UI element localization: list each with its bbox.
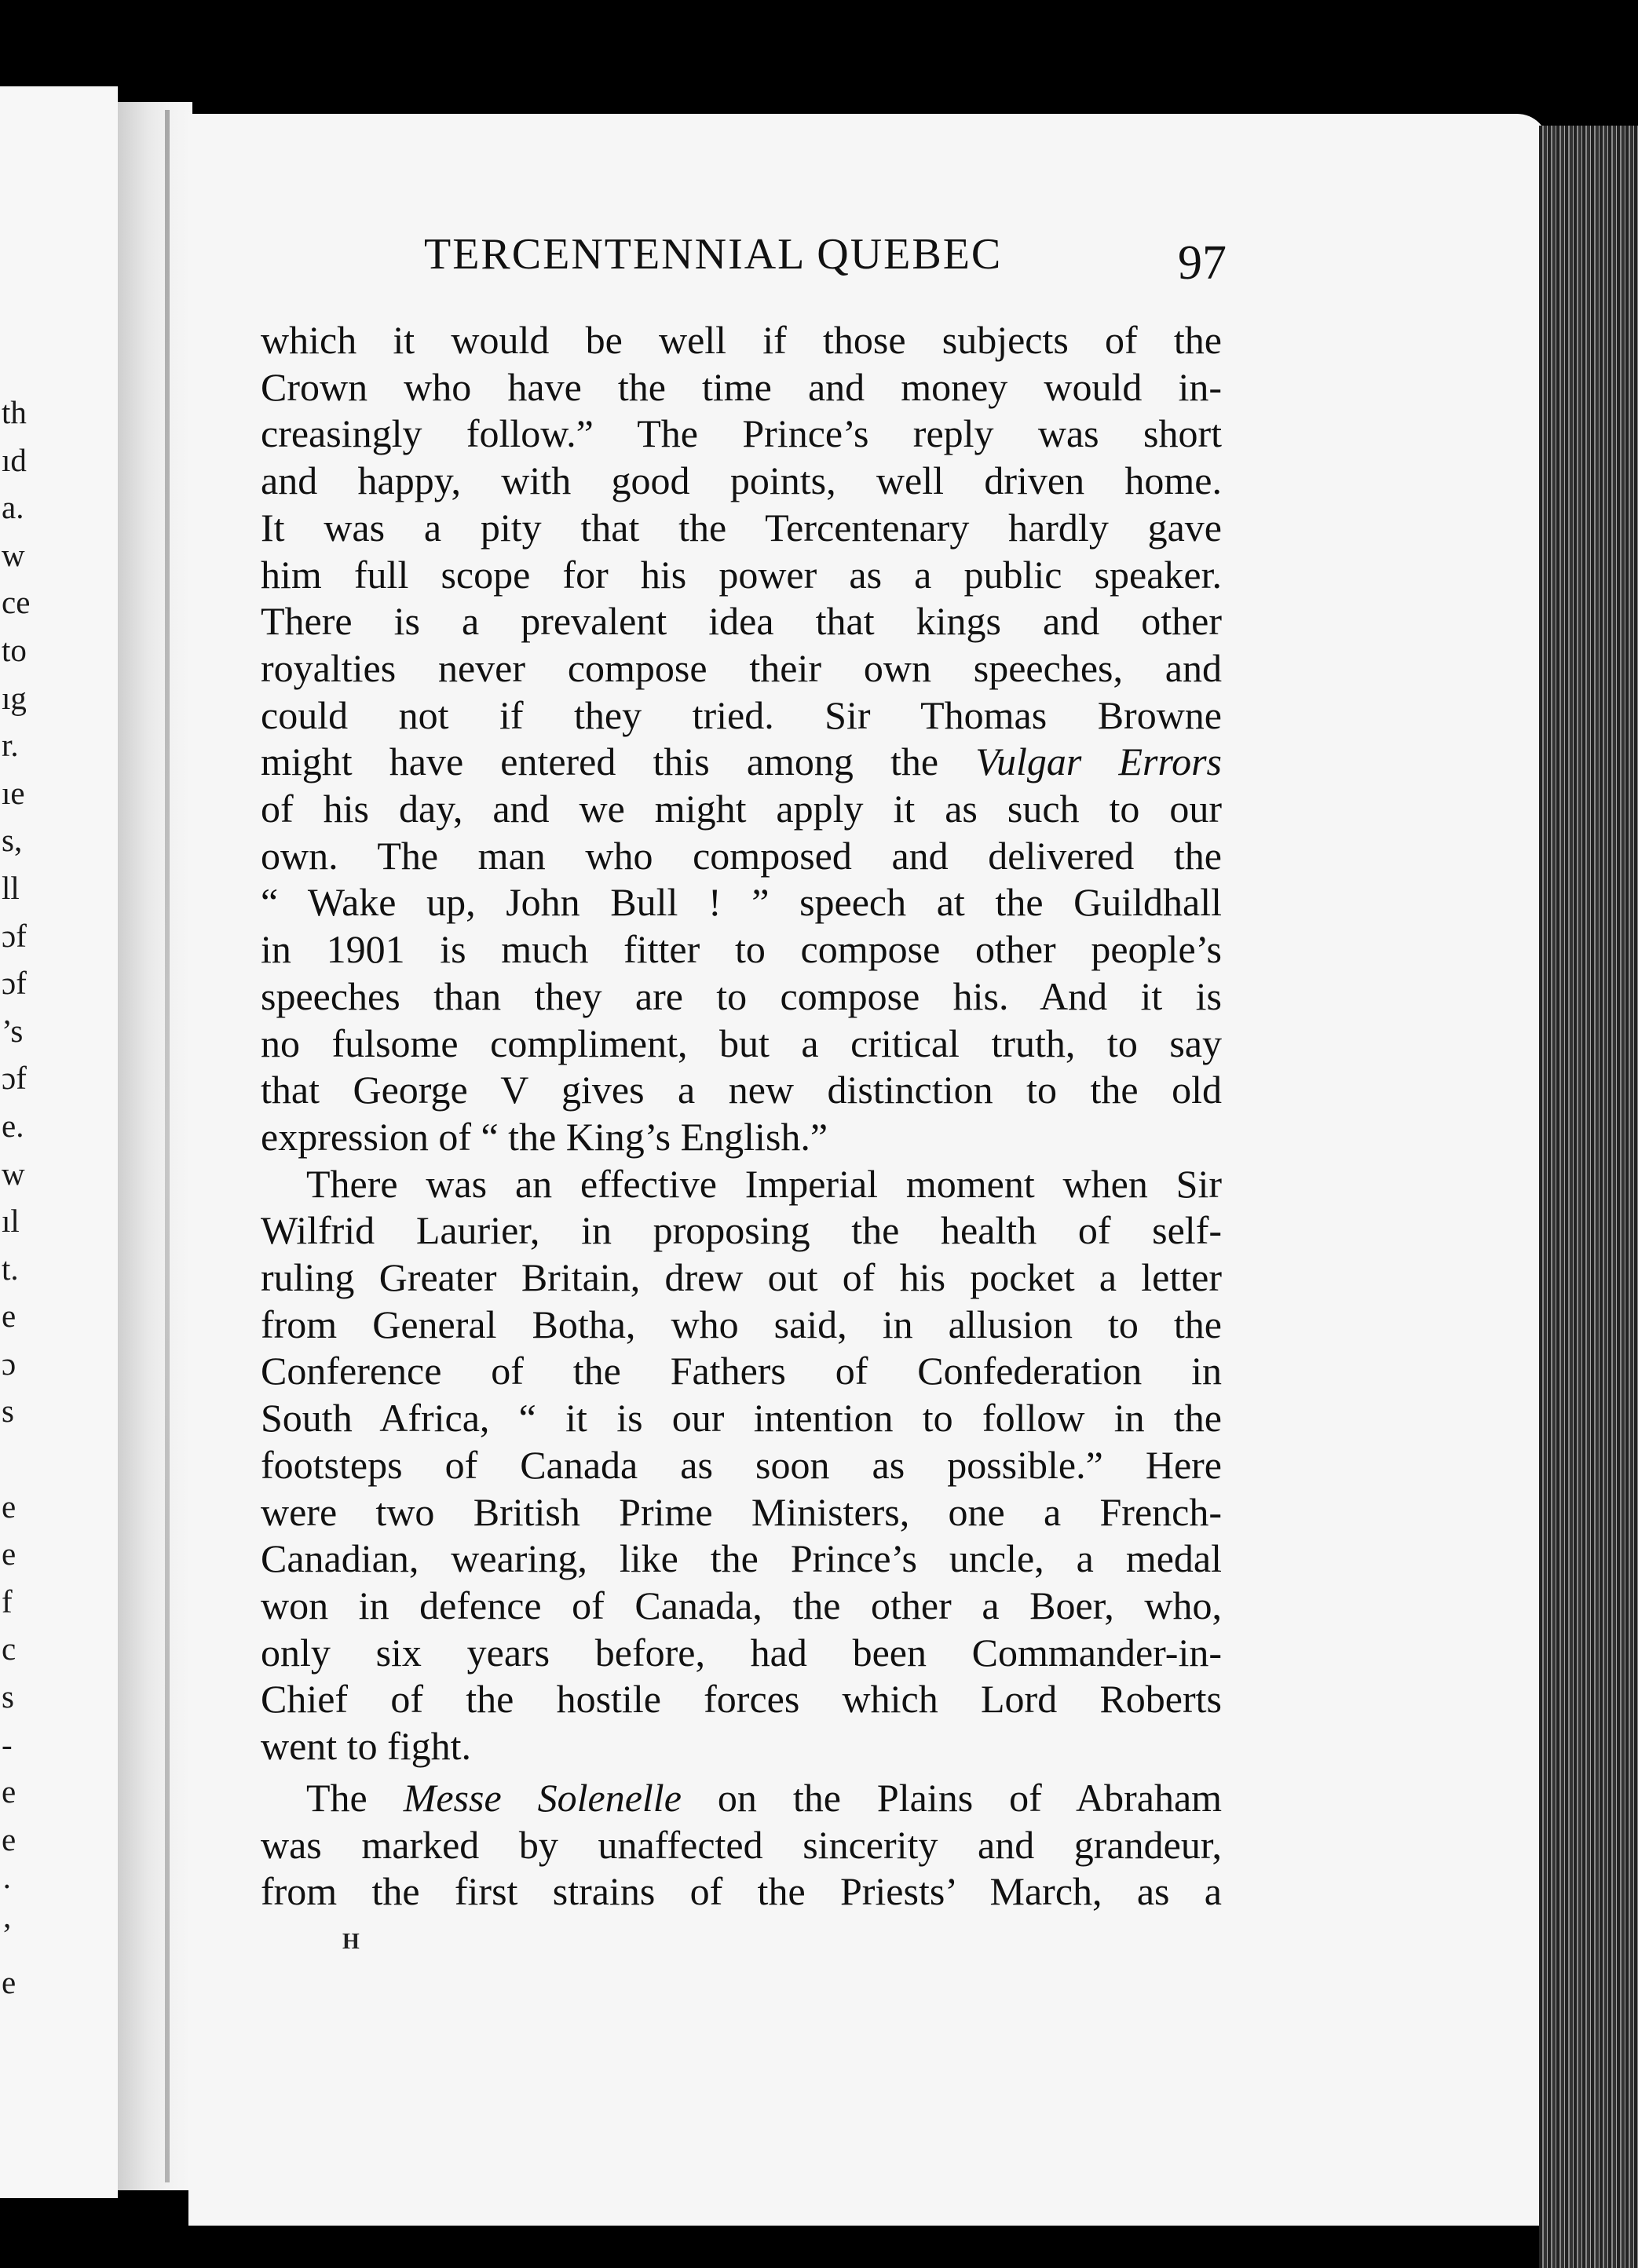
text-line: Chief of the hostile forces which Lord Roberts	[261, 1677, 1222, 1722]
text-line: speeches than they are to compose his. And it is	[261, 973, 1222, 1018]
previous-page-fragment	[2, 1435, 112, 1483]
previous-page-fragment: e	[2, 1963, 16, 2000]
signature-mark: H	[342, 1930, 360, 1954]
gutter-shadow	[165, 110, 170, 2182]
previous-page-fragment: s	[2, 1678, 14, 1715]
text-line: royalties never compose their own speeches, and	[261, 645, 1222, 690]
paragraph-start: The Messe Solenelle on the Plains of Abraham	[306, 1775, 1223, 1820]
text-line: might have entered this among the Vulgar Errors	[261, 740, 1223, 784]
previous-page-fragment: e	[2, 1821, 16, 1857]
text-line: were two British Prime Ministers, one a French-	[261, 1489, 1222, 1534]
text-line: was marked by unaffected sincerity and grandeur,	[261, 1822, 1222, 1867]
previous-page-fragment: ıl	[2, 1203, 20, 1240]
previous-page-fragment: ll	[2, 869, 20, 906]
previous-page-fragment: ’s	[2, 1012, 24, 1049]
previous-page-fragment: e	[2, 1536, 16, 1572]
text-line: and happy, with good points, well driven home.	[261, 458, 1222, 503]
previous-page-fragment: -	[2, 1726, 13, 1762]
text-line: footsteps of Canada as soon as possible.” Here	[261, 1442, 1222, 1487]
previous-page-fragment: t.	[2, 1250, 19, 1287]
body-text	[261, 317, 1222, 1916]
previous-page-fragment: ıe	[2, 774, 25, 811]
previous-page-fragment: ɔf	[2, 965, 27, 1002]
previous-page-fragment: ce	[2, 584, 31, 621]
previous-page-fragment: e	[2, 1298, 16, 1335]
text-line: There is a prevalent idea that kings and other	[261, 599, 1222, 644]
previous-page-text	[2, 389, 112, 2006]
paragraph-start: There was an effective Imperial moment when Sir	[306, 1161, 1222, 1206]
text-line: expression of “ the King’s English.”	[261, 1114, 828, 1159]
text-line: from the first strains of the Priests’ March, as a	[261, 1869, 1222, 1914]
text-line: It was a pity that the Tercentenary hardly gave	[261, 505, 1222, 550]
previous-page-fragment: e	[2, 1773, 16, 1810]
text-line: no fulsome compliment, but a critical truth, to say	[261, 1021, 1222, 1065]
book-gutter	[118, 102, 192, 2190]
previous-page-fragment: th	[2, 394, 27, 430]
text-line: won in defence of Canada, the other a Boer, who,	[261, 1583, 1222, 1627]
text-line: “ Wake up, John Bull ! ” speech at the Guildhall	[261, 880, 1222, 925]
italic-title: Vulgar Errors	[975, 740, 1223, 784]
text-line: could not if they tried. Sir Thomas Browne	[261, 692, 1222, 737]
text-line: Wilfrid Laurier, in proposing the health of self-	[261, 1208, 1222, 1253]
previous-page	[0, 86, 118, 2198]
previous-page-fragment: ’	[2, 1916, 13, 1952]
text-line: in 1901 is much fitter to compose other people’s	[261, 927, 1222, 972]
text-line: of his day, and we might apply it as such to our	[261, 787, 1222, 831]
text-line: him full scope for his power as a public speaker.	[261, 552, 1222, 597]
text-line: went to fight.	[261, 1724, 472, 1769]
previous-page-fragment: s	[2, 1393, 14, 1430]
text-line: Canadian, wearing, like the Prince’s uncle, a medal	[261, 1536, 1222, 1581]
previous-page-fragment: ıd	[2, 441, 27, 478]
text-line: Crown who have the time and money would in-	[261, 364, 1222, 409]
italic-title: Messe Solenelle	[403, 1775, 682, 1820]
previous-page-fragment: w	[2, 1155, 25, 1192]
previous-page-fragment: to	[2, 631, 27, 668]
previous-page-fragment: ɔf	[2, 917, 27, 954]
page-edges	[1539, 126, 1638, 2268]
previous-page-fragment: r.	[2, 727, 19, 764]
previous-page-fragment: e.	[2, 1107, 24, 1144]
previous-page-fragment: ıg	[2, 679, 27, 716]
text-line: only six years before, had been Commander-in-	[261, 1630, 1222, 1675]
running-head: TERCENTENNIAL QUEBEC	[424, 230, 1003, 279]
previous-page-fragment: e	[2, 1488, 16, 1525]
previous-page-fragment: ɔf	[2, 1060, 27, 1097]
text-line: which it would be well if those subjects of the	[261, 318, 1222, 362]
text-line: from General Botha, who said, in allusion to the	[261, 1302, 1222, 1346]
previous-page-fragment: c	[2, 1631, 16, 1667]
text-line: Conference of the Fathers of Confederation in	[261, 1349, 1222, 1393]
previous-page-fragment: f	[2, 1583, 13, 1620]
text-line: that George V gives a new distinction to the old	[261, 1068, 1222, 1112]
text-line: creasingly follow.” The Prince’s reply was short	[261, 411, 1222, 456]
previous-page-fragment: s,	[2, 822, 23, 859]
page-number: 97	[1178, 236, 1227, 290]
text-line: ruling Greater Britain, drew out of his pocket a letter	[261, 1255, 1222, 1300]
text-line: South Africa, “ it is our intention to follow in the	[261, 1396, 1222, 1441]
previous-page-fragment: ɔ	[2, 1345, 16, 1382]
previous-page-fragment: w	[2, 536, 25, 573]
previous-page-fragment: ·	[2, 1868, 13, 1905]
text-line: own. The man who composed and delivered the	[261, 833, 1222, 878]
previous-page-fragment: a.	[2, 489, 24, 526]
